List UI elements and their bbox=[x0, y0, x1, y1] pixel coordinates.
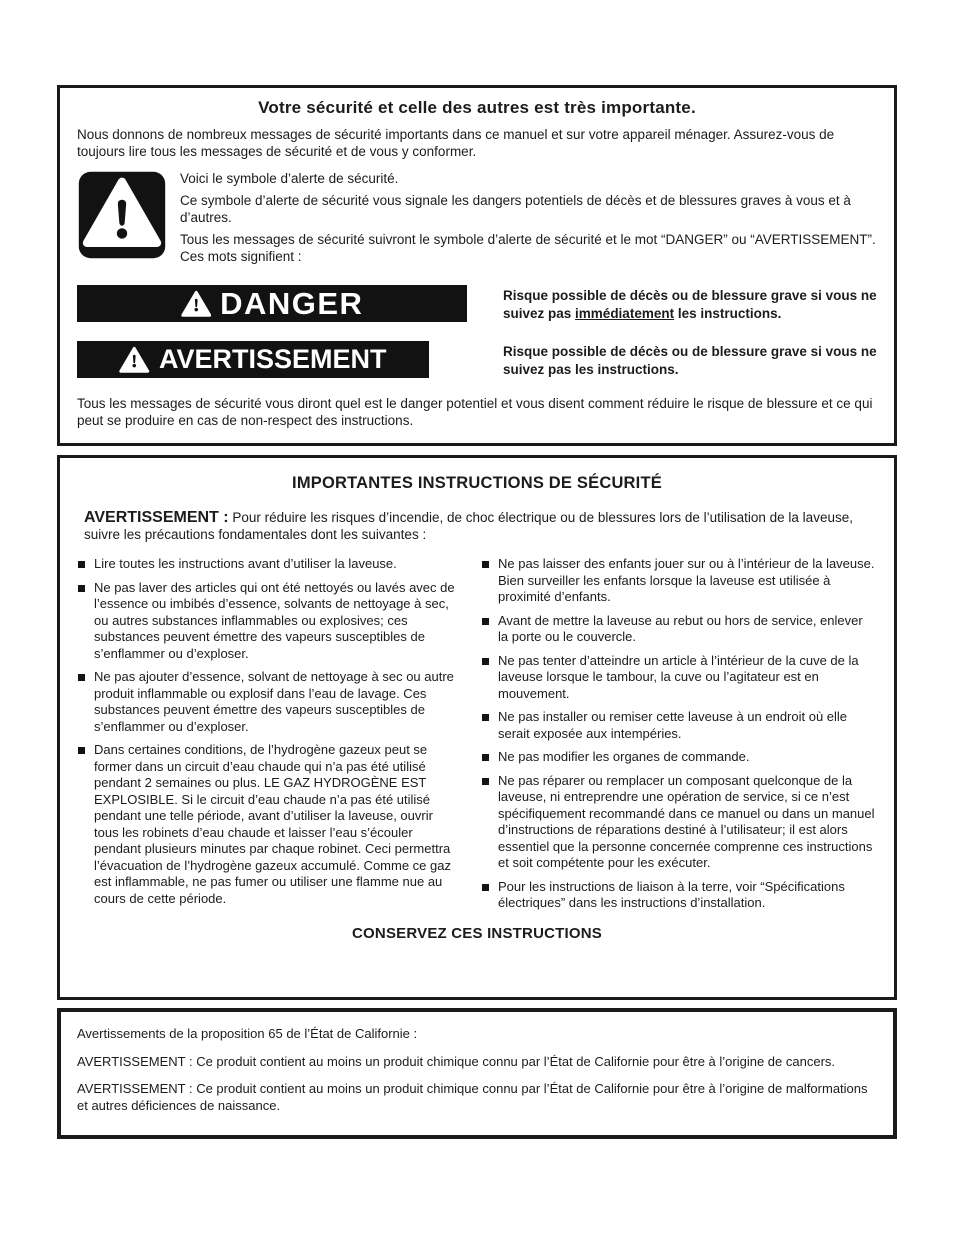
list-item-text: Ne pas laisser des enfants jouer sur ou à l’intérieur de la laveuse. Bien surveiller les enfants lorsque la laveuse est utilisée à proximité d’enfants. bbox=[498, 556, 875, 604]
bullet-icon bbox=[482, 618, 489, 625]
precautions-columns bbox=[78, 556, 876, 919]
danger-desc-underlined: immédiatement bbox=[575, 305, 675, 321]
list-item-text: Lire toutes les instructions avant d’utiliser la laveuse. bbox=[94, 556, 397, 571]
list-item-text: Ne pas laver des articles qui ont été nettoyés ou lavés avec de l’essence ou imbibés d’essence, solvants de nettoyage à sec, ou autres substances inflammables ou explosives; ces substances peuvent émettre des vapeurs susceptibles de s’enflammer ou d’exploser. bbox=[94, 579, 455, 661]
warning-triangle-icon bbox=[181, 290, 212, 317]
list-item bbox=[482, 773, 876, 872]
bullet-icon bbox=[78, 561, 85, 568]
safety-intro: Nous donnons de nombreux messages de sécurité importants dans ce manuel et sur votre appareil ménager. Assurez-vous de toujours lire tous les messages de sécurité et de vous y conformer. bbox=[77, 127, 835, 159]
danger-description bbox=[503, 285, 877, 322]
list-item-text: Avant de mettre la laveuse au rebut ou hors de service, enlever la porte ou le couvercle. bbox=[498, 612, 863, 644]
danger-word: DANGER bbox=[220, 286, 364, 321]
list-item bbox=[482, 613, 876, 646]
bullet-icon bbox=[482, 714, 489, 721]
list-item bbox=[482, 749, 876, 766]
list-item-text: Ne pas modifier les organes de commande. bbox=[498, 749, 750, 764]
prop65-heading: Avertissements de la proposition 65 de l’État de Californie : bbox=[77, 1026, 418, 1041]
instructions-title: IMPORTANTES INSTRUCTIONS DE SÉCURITÉ bbox=[292, 474, 662, 492]
avertissement-word: AVERTISSEMENT bbox=[158, 344, 387, 374]
alert-symbol-text bbox=[180, 170, 877, 270]
signal-word-table bbox=[77, 285, 877, 378]
bullet-icon bbox=[482, 754, 489, 761]
list-item bbox=[482, 879, 876, 912]
symbol-line: Voici le symbole d’alerte de sécurité. bbox=[180, 171, 399, 186]
instructions-intro-text: Pour réduire les risques d’incendie, de choc électrique ou de blessures lors de l’utilisation de la laveuse, suivre les précautions fondamentales dont les suivantes : bbox=[84, 510, 853, 542]
avertissement-banner bbox=[77, 341, 429, 378]
list-item bbox=[482, 653, 876, 703]
prop65-warning: AVERTISSEMENT : Ce produit contient au moins un produit chimique connu par l’État de Californie pour être à l’origine de cancers. bbox=[77, 1053, 836, 1069]
danger-desc-before: Risque possible de décès ou de blessure grave si vous ne suivez pas bbox=[503, 288, 877, 321]
list-item-text: Pour les instructions de liaison à la terre, voir “Spécifications électriques” dans les instructions d’installation. bbox=[498, 878, 845, 910]
precautions-right-column bbox=[482, 556, 876, 919]
list-item bbox=[78, 669, 456, 735]
important-instructions-box bbox=[57, 455, 897, 1000]
list-item bbox=[482, 556, 876, 606]
list-item-text: Ne pas réparer ou remplacer un composant quelconque de la laveuse, ni entreprendre une opération de service, si ce n’est spécifiquement recommandé dans ce manuel ou dans un manuel d’instructions de réparations destiné à l’utilisateur; il est alors essentiel que la personne concernée comprenne ces instructions et soit compétente pour les exécuter. bbox=[498, 772, 875, 870]
alert-symbol-row bbox=[77, 170, 877, 270]
save-instructions-line: CONSERVEZ CES INSTRUCTIONS bbox=[352, 924, 602, 942]
instructions-intro bbox=[84, 509, 870, 543]
bullet-icon bbox=[482, 561, 489, 568]
bullet-icon bbox=[482, 884, 489, 891]
bullet-icon bbox=[78, 585, 85, 592]
danger-desc-after: les instructions. bbox=[674, 305, 782, 321]
list-item bbox=[78, 580, 456, 663]
symbol-line: Ce symbole d’alerte de sécurité vous signale les dangers potentiels de décès et de blessures graves à vous et à d’autres. bbox=[180, 193, 851, 225]
bullet-icon bbox=[482, 778, 489, 785]
list-item-text: Dans certaines conditions, de l’hydrogène gazeux peut se former dans un circuit d’eau chaude qui n’a pas été utilisé pendant 2 semaines ou plus. LE GAZ HYDROGÈNE EST EXPLOSIBLE. Si le circuit d’eau chaude n’a pas été utilisé pendant une telle période, avant d’utiliser la laveuse, ouvrir tous les robinets d’eau chaude et laisser l’eau s’écouler pendant plusieurs minutes par chaque robinet. Ceci permettra l’évacuation de l’hydrogène gazeux accumulé. Comme ce gaz est inflammable, ne pas fumer ou utiliser une flamme nue au cours de cette période. bbox=[94, 742, 451, 906]
safety-title: Votre sécurité et celle des autres est très importante. bbox=[258, 98, 696, 117]
prop65-warning: AVERTISSEMENT : Ce produit contient au moins un produit chimique connu par l’État de Californie pour être à l’origine de malformations et autres déficiences de naissance. bbox=[77, 1081, 868, 1113]
list-item-text: Ne pas installer ou remiser cette laveuse à un endroit où elle serait exposée aux intempéries. bbox=[498, 709, 848, 741]
list-item bbox=[482, 709, 876, 742]
bullet-icon bbox=[78, 674, 85, 681]
avertissement-description: Risque possible de décès ou de blessure grave si vous ne suivez pas les instructions. bbox=[503, 344, 877, 377]
symbol-line: Tous les messages de sécurité suivront le symbole d’alerte de sécurité et le mot “DANGER” ou “AVERTISSEMENT”. Ces mots signifient : bbox=[180, 232, 876, 264]
list-item bbox=[78, 556, 456, 573]
bullet-icon bbox=[482, 658, 489, 665]
safety-footer: Tous les messages de sécurité vous diront quel est le danger potentiel et vous disent comment réduire le risque de blessure et ce qui peut se produire en cas de non-respect des instructions. bbox=[77, 396, 873, 428]
avertissement-label: AVERTISSEMENT : bbox=[84, 509, 229, 526]
danger-banner bbox=[77, 285, 467, 322]
warning-triangle-icon bbox=[119, 346, 150, 373]
safety-alert-icon bbox=[77, 170, 167, 260]
list-item-text: Ne pas ajouter d’essence, solvant de nettoyage à sec ou autre produit inflammable ou explosif dans l’eau de lavage. Ces substances peuvent émettre des vapeurs susceptibles de s’enflammer ou d’exploser. bbox=[94, 669, 454, 734]
list-item bbox=[78, 742, 456, 907]
bullet-icon bbox=[78, 747, 85, 754]
precautions-left-column bbox=[78, 556, 456, 919]
safety-overview-box bbox=[57, 85, 897, 446]
list-item-text: Ne pas tenter d’atteindre un article à l’intérieur de la cuve de la laveuse lorsque le tambour, la cuve ou l’agitateur est en mouvement. bbox=[498, 652, 859, 701]
prop65-box bbox=[57, 1008, 897, 1139]
